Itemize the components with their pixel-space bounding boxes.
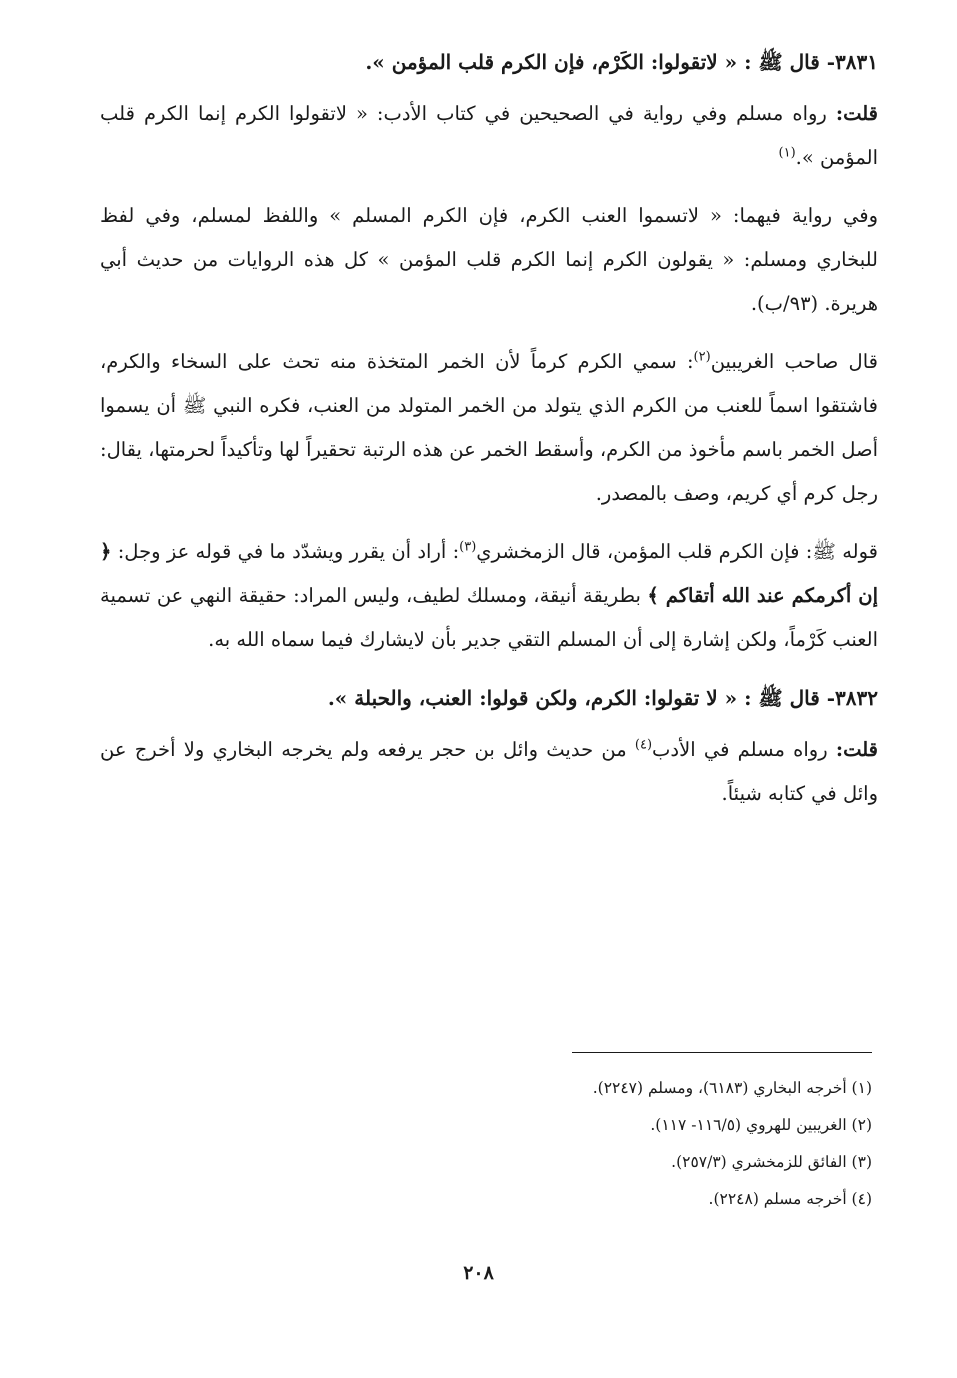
page-number: ٢٠٨ xyxy=(463,1262,494,1284)
footnote-ref-1[interactable]: (١) xyxy=(778,145,796,161)
hadith-number: ٣٨٣٢- قال ﷺ : xyxy=(737,686,878,710)
commentary-paragraph-5 xyxy=(100,728,878,816)
commentary-paragraph-1 xyxy=(100,92,878,180)
paragraph-text: قال صاحب الغريبين xyxy=(710,350,878,373)
paragraph-text: : أراد أن يقرر ويشدّد ما في قوله عز وجل: xyxy=(111,540,460,563)
footnote-3: (٣) الفائق للزمخشري (٢٥٧/٣). xyxy=(671,1153,872,1171)
paragraph-text: قوله ﷺ: فإن الكرم قلب المؤمن، قال الزمخشري xyxy=(476,540,878,563)
footnote-ref-4[interactable]: (٤) xyxy=(634,737,653,753)
hadith-heading-3831 xyxy=(100,40,878,84)
paragraph-text: وفي رواية فيهما: « لاتسموا العنب الكرم، فإن الكرم المسلم » واللفظ لمسلم، وفي لفظ للبخاري ومسلم: « يقولون الكرم إنما الكرم قلب المؤمن » كل هذه الروايات من حديث أبي هريرة. (٩٣/ب). xyxy=(100,204,878,315)
page-body xyxy=(100,40,878,830)
paragraph-text: بطريقة أنيقة، ومسلك لطيف، وليس المراد: حقيقة النهي عن تسمية العنب كَرْماً، ولكن إشارة إلى أن المسلم التقي جدير بأن لايشارك فيما سماه الله به. xyxy=(100,584,878,651)
footnote-1: (١) أخرجه البخاري (٦١٨٣)، ومسلم (٢٢٤٧). xyxy=(592,1079,872,1097)
paragraph-text: رواه مسلم في الأدب xyxy=(652,738,836,761)
hadith-number: ٣٨٣١- قال ﷺ : xyxy=(737,50,878,74)
hadith-heading-3832 xyxy=(100,676,878,720)
hadith-quote: « لاتقولوا: الكَرْم، فإن الكرم قلب المؤمن ». xyxy=(365,50,738,74)
quran-verse: ﴿ إن أكرمكم عند الله أتقاكم ﴾ xyxy=(100,540,878,607)
footnote-4: (٤) أخرجه مسلم (٢٢٤٨). xyxy=(708,1190,872,1208)
footnote-ref-2[interactable]: (٢) xyxy=(693,349,711,365)
footnote-2: (٢) الغريبين للهروي (١١٦/٥- ١١٧). xyxy=(650,1116,872,1134)
paragraph-text: رواه مسلم وفي رواية في الصحيحين في كتاب الأدب: « لاتقولوا الكرم إنما الكرم قلب المؤمن ». xyxy=(100,102,878,169)
paragraph-text: : سمي الكرم كرماً لأن الخمر المتخذة منه تحث على السخاء والكرم، فاشتقوا اسماً للعنب من الكرم الذي يتولد من الخمر المتولد من العنب، فكره النبي ﷺ أن يسموا أصل الخمر باسم مأخوذ من الكرم، وأسقط الخمر عن هذه الرتبة تحقيراً لها وتأكيداً لحرمتها، يقال: رجل كرم أي كريم، وصف بالمصدر. xyxy=(100,350,878,505)
commentary-paragraph-2 xyxy=(100,194,878,326)
footnote-ref-3[interactable]: (٣) xyxy=(459,539,477,555)
footnote-divider xyxy=(572,1052,872,1053)
footnotes xyxy=(100,1070,872,1218)
commentary-paragraph-3 xyxy=(100,340,878,516)
hadith-quote: « لا تقولوا: الكرم، ولكن قولوا: العنب، والحبلة ». xyxy=(327,686,738,710)
paragraph-text: من حديث وائل بن حجر يرفعه ولم يخرجه البخاري ولا أخرج عن وائل في كتابه شيئاً. xyxy=(100,738,878,805)
commentary-paragraph-4 xyxy=(100,530,878,662)
qultu-label: قلت: xyxy=(835,738,878,761)
qultu-label: قلت: xyxy=(835,102,878,125)
